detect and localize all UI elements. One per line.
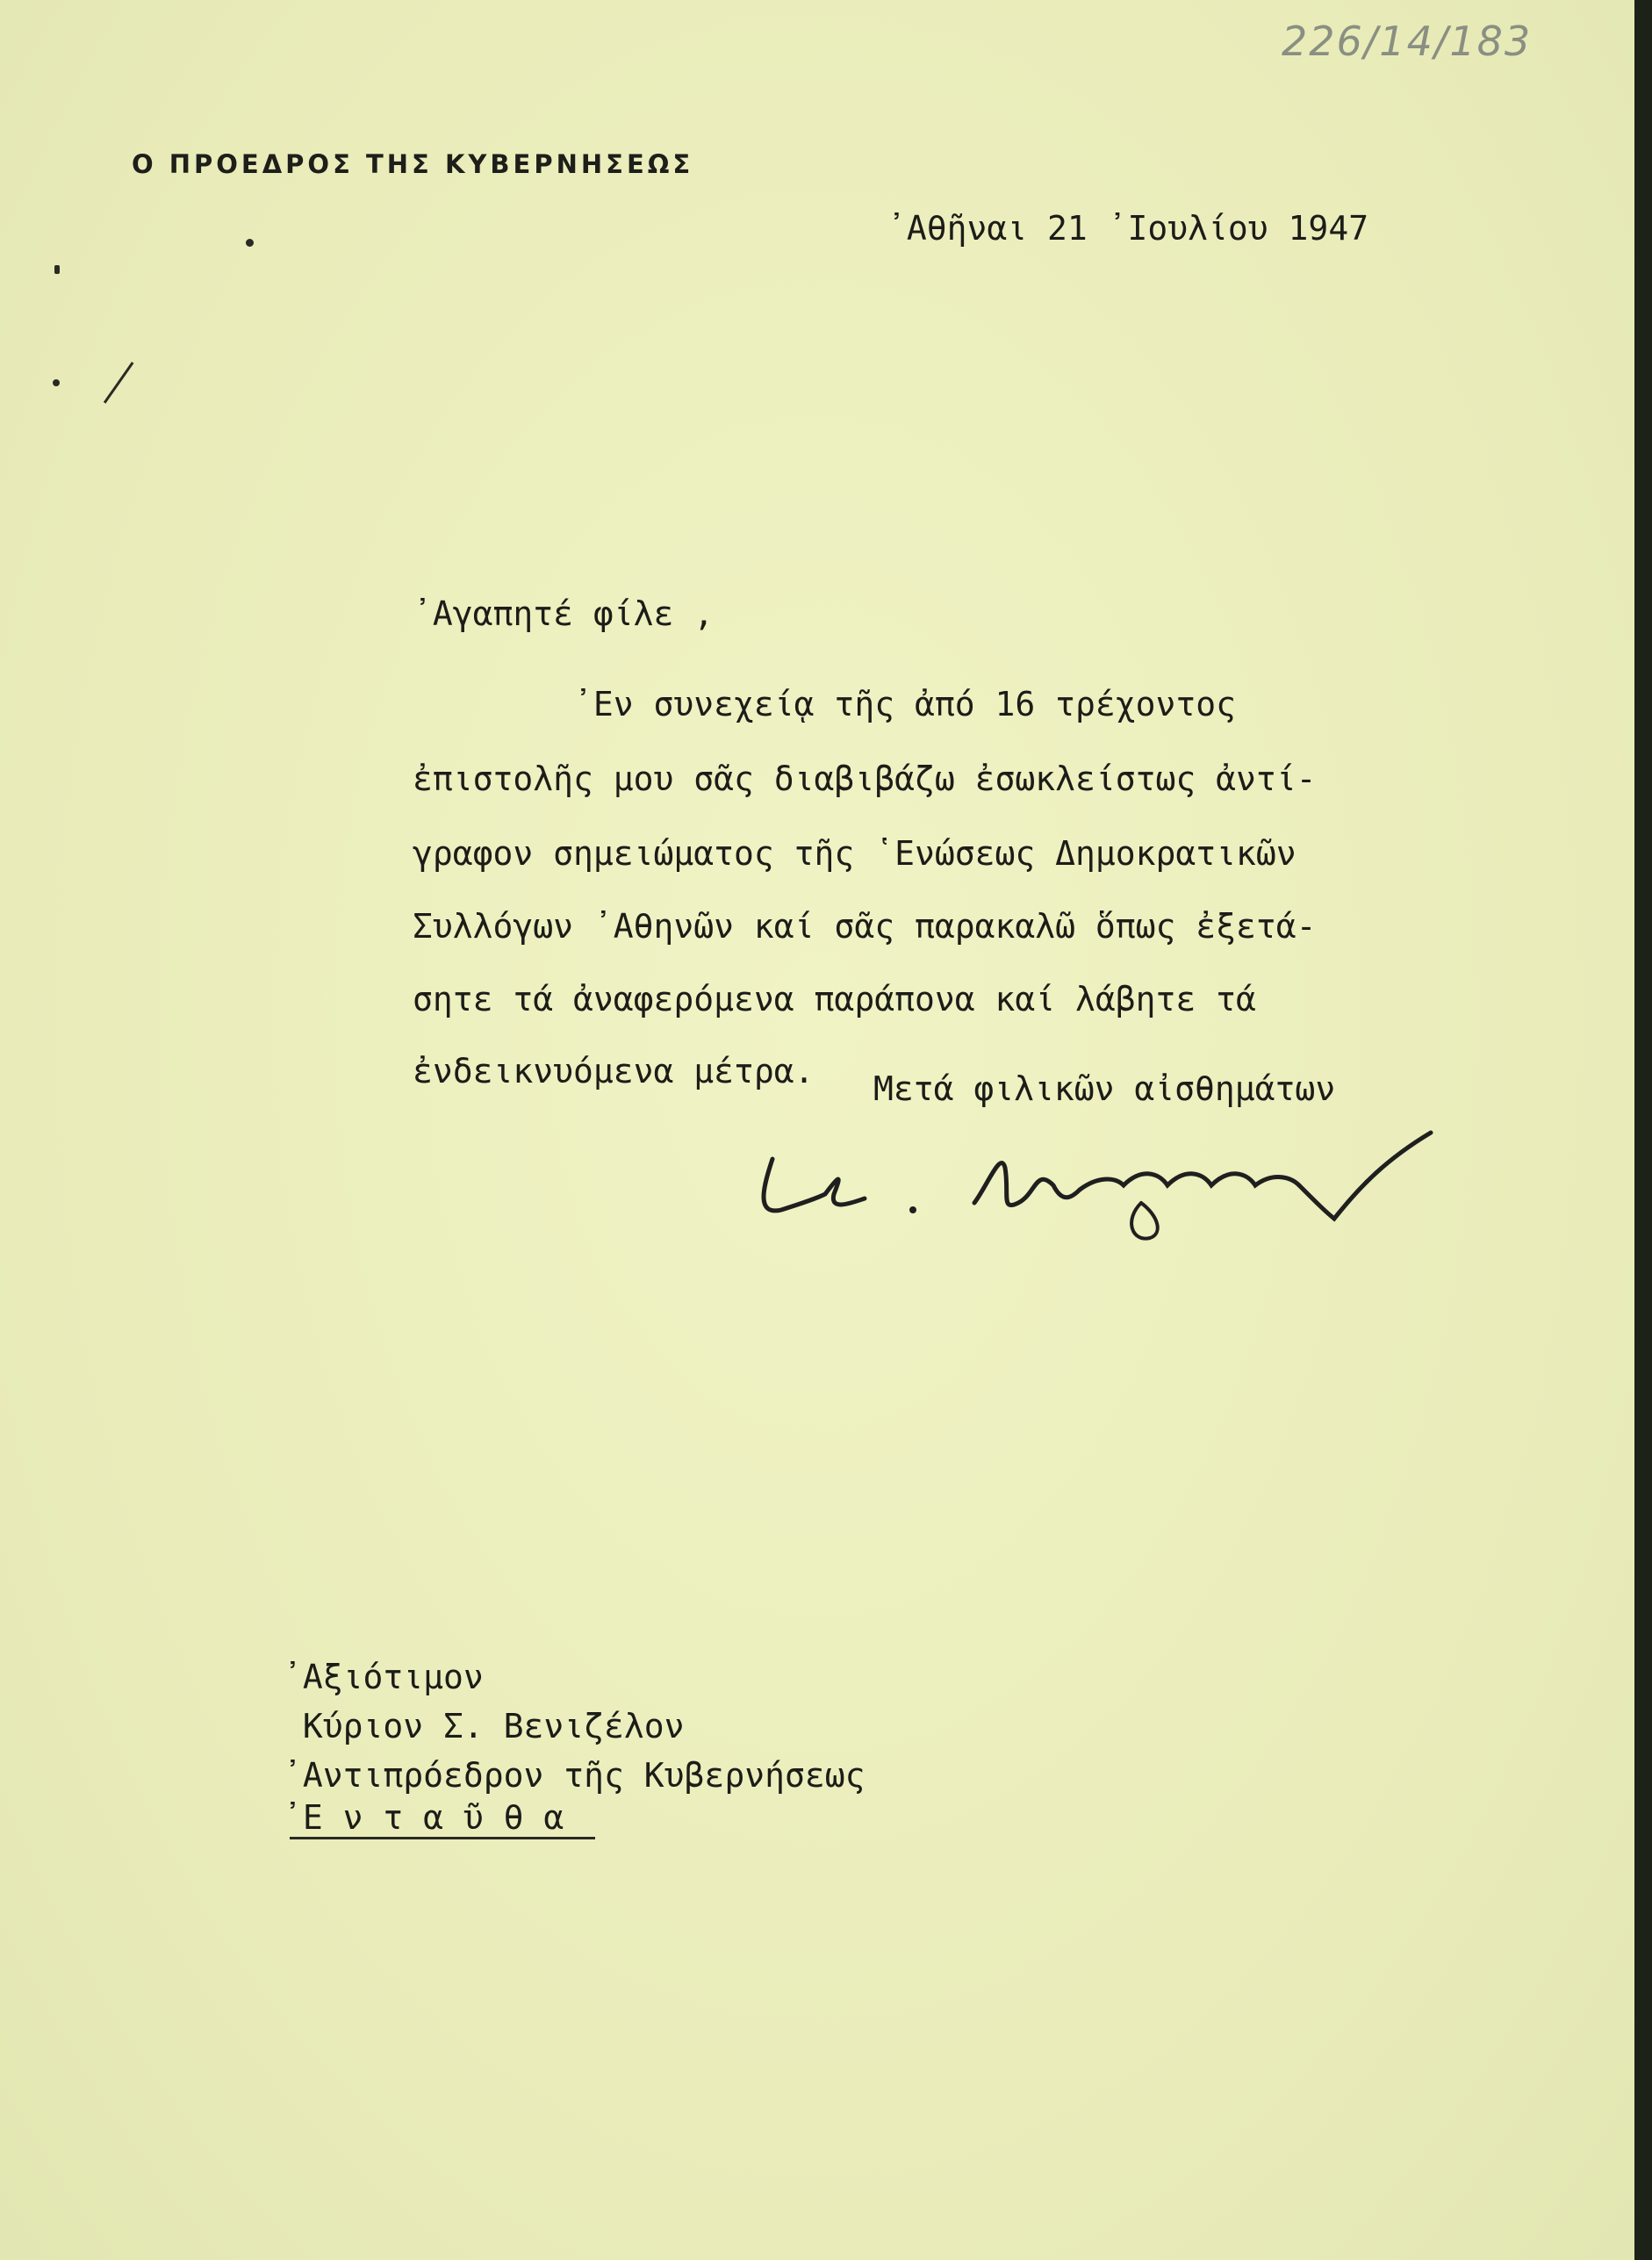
address-line: ᾿Ε ν τ α ῦ θ α <box>283 1798 564 1837</box>
address-line: Κύριον Σ. Βενιζέλον <box>283 1707 685 1745</box>
body-line: Συλλόγων ᾿Αθηνῶν καί σᾶς παρακαλῶ ὅπως ἐξετά- <box>413 907 1317 946</box>
margin-mark <box>104 362 134 404</box>
letter-date: ᾿Αθῆναι 21 ᾿Ιουλίου 1947 <box>887 209 1369 248</box>
margin-mark <box>54 265 60 274</box>
body-line: ἐνδεικνυόμενα μέτρα. <box>413 1052 815 1090</box>
address-underline <box>290 1837 595 1839</box>
address-line: ᾿Αντιπρόεδρον τῆς Κυβερνήσεως <box>283 1756 866 1795</box>
margin-mark <box>53 379 60 386</box>
body-line: σητε τά ἀναφερόμενα παράπονα καί λάβητε τά <box>413 980 1256 1018</box>
address-line: ᾿Αξιότιμον <box>283 1658 484 1696</box>
margin-mark <box>246 239 254 247</box>
handwritten-signature <box>755 1115 1545 1247</box>
scan-edge <box>1634 0 1652 2260</box>
salutation: ᾿Αγαπητέ φίλε , <box>413 594 715 633</box>
archive-reference-number: 226/14/183 <box>1282 18 1533 65</box>
letterhead: Ο ΠΡΟΕΔΡΟΣ ΤΗΣ ΚΥΒΕΡΝΗΣΕΩΣ <box>132 149 694 179</box>
body-line: ᾿Εν συνεχείᾳ τῆς ἀπό 16 τρέχοντος <box>413 685 1236 723</box>
closing: Μετά φιλικῶν αἰσθημάτων <box>873 1069 1336 1108</box>
body-line: ἐπιστολῆς μου σᾶς διαβιβάζω ἐσωκλείστως ἀντί- <box>413 759 1317 798</box>
body-line: γραφον σημειώματος τῆς ῾Ενώσεως Δημοκρατικῶν <box>413 834 1296 873</box>
